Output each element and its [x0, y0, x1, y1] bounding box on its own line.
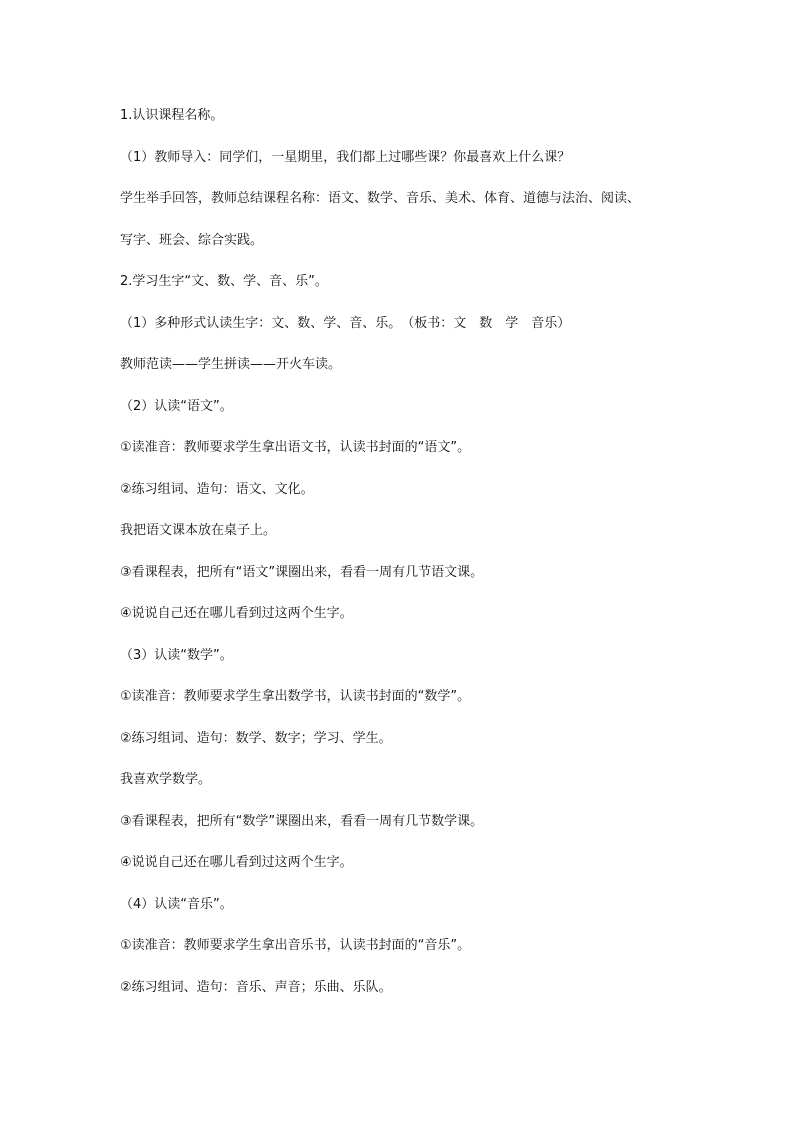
subheading-read-yuwen: （2）认读“语文”。 — [120, 398, 233, 414]
step-shuxue-pronounce: ①读准音：教师要求学生拿出数学书，认读书封面的“数学”。 — [120, 689, 471, 704]
step-shuxue-where-seen: ④说说自己还在哪儿看到过这两个生字。 — [120, 855, 353, 870]
sentence-shuxue: 我喜欢学数学。 — [120, 772, 212, 787]
heading-learn-new-characters: 2.学习生字“文、数、学、音、乐”。 — [120, 274, 328, 289]
step-yuwen-words: ②练习组词、造句：语文、文化。 — [120, 481, 314, 497]
paragraph-teacher-intro: （1）教师导入：同学们，一星期里，我们都上过哪些课？你最喜欢上什么课？ — [120, 149, 571, 165]
subheading-read-yinyue: （4）认读“音乐”。 — [120, 896, 233, 912]
step-shuxue-words: ②练习组词、造句：数学、数字；学习、学生。 — [120, 730, 392, 746]
step-yuwen-pronounce: ①读准音：教师要求学生拿出语文书，认读书封面的“语文”。 — [120, 440, 471, 455]
paragraph-course-list-cont: 写字、班会、综合实践。 — [120, 232, 264, 248]
sentence-yuwen: 我把语文课本放在桌子上。 — [120, 523, 277, 538]
paragraph-multi-form-reading: （1）多种形式认读生字：文、数、学、音、乐。 （板书：文 数 学 音乐） — [120, 315, 571, 331]
paragraph-reading-method: 教师范读——学生拼读——开火车读。 — [120, 357, 342, 372]
subheading-read-shuxue: （3）认读“数学”。 — [120, 647, 233, 663]
paragraph-course-list: 学生举手回答，教师总结课程名称：语文、数学、音乐、美术、体育、道德与法治、阅读、 — [120, 191, 641, 206]
step-yuwen-schedule: ③看课程表，把所有“语文”课圈出来，看看一周有几节语文课。 — [120, 564, 484, 580]
step-yinyue-pronounce: ①读准音：教师要求学生拿出音乐书，认读书封面的“音乐”。 — [120, 938, 471, 953]
document-body — [120, 104, 700, 1017]
step-yinyue-words: ②练习组词、造句：音乐、声音；乐曲、乐队。 — [120, 979, 392, 995]
heading-recognize-course-names: 1.认识课程名称。 — [120, 108, 224, 123]
step-yuwen-where-seen: ④说说自己还在哪儿看到过这两个生字。 — [120, 606, 353, 621]
step-shuxue-schedule: ③看课程表，把所有“数学”课圈出来，看看一周有几节数学课。 — [120, 813, 484, 829]
